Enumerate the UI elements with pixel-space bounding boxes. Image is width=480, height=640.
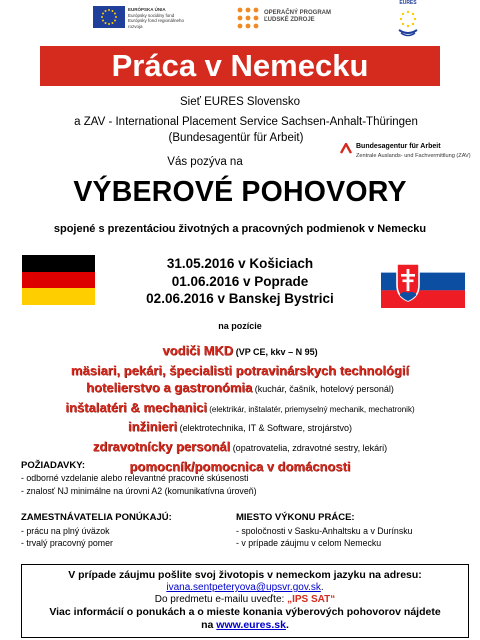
position-title: zdravotnícky personál [92,438,231,454]
bundesagentur-subtitle: Zentrale Auslands- und Fachvermittlung (ZAV) [356,153,471,159]
position-item [0,362,480,380]
position-detail: (elektrotechnika, IT & Software, strojárstvo) [177,423,353,434]
position-detail: (elektrikár, inštalatér, priemyselný mechanik, mechatronik) [206,404,415,414]
position-item [0,399,480,419]
position-detail: (opatrovatelia, zdravotné sestry, lekári) [230,442,388,453]
requirement-item: - odborné vzdelanie alebo relevantné pracovné skúsenosti [21,473,249,483]
offer-item: - prácu na plný úväzok [21,525,110,536]
date-poprad: 01.06.2016 v Poprade [171,273,309,289]
offer-item: - trvalý pracovný pomer [21,538,113,549]
german-flag-icon [22,255,95,305]
employers-offer-title: ZAMESTNÁVATELIA PONÚKAJÚ: [21,512,172,523]
interview-dates [110,255,370,308]
contact-box [21,564,469,638]
workplace-title: MIESTO VÝKONU PRÁCE: [236,512,355,523]
bundesagentur-logo [340,141,475,173]
requirements-title: POŽIADAVKY: [21,460,86,471]
employers-offer-section [21,512,231,550]
eures-logo-text: EURES [399,0,417,6]
email-subject-code: „IPS SAT“ [287,594,336,605]
contact-more-info: Viac informácií o ponukách a o mieste konania výberových pohovorov nájdete [49,606,441,618]
positions-list [0,342,480,475]
date-kosice: 31.05.2016 v Košiciach [166,256,314,271]
position-item [0,418,480,438]
contact-email-line: ivana.sentpeteryova@upsvr.gov.sk. [166,582,324,593]
main-headline: VÝBEROVÉ POHOVORY [73,176,407,208]
contact-email-link[interactable]: ivana.sentpeteryova@upsvr.gov.sk [166,582,321,593]
bundesagentur-name: Bundesagentur für Arbeit [356,143,441,150]
position-title: mäsiari, pekári, špecialisti potravinárskych technológií [70,362,410,378]
position-title: vodiči MKD [162,343,234,358]
workplace-item: - v prípade záujmu v celom Nemecku [236,538,382,549]
position-detail: (VP CE, kkv – N 95) [233,347,318,357]
contact-subject-line: Do predmetu e-mailu uveďte: „IPS SAT“ [154,594,336,605]
contact-instruction: V prípade záujmu pošlite svoj životopis v nemeckom jazyku na adresu: [68,569,422,581]
intro-line-eures: Sieť EURES Slovensko [179,96,300,108]
position-item [0,342,480,362]
eures-logo-icon [393,2,423,38]
date-banska-bystrica: 02.06.2016 v Banskej Bystrici [146,291,334,306]
intro-line-agency: (Bundesagentür für Arbeit) [168,132,304,144]
position-item [0,379,480,399]
requirements-list [21,472,257,497]
position-title: inštalatéri & mechanici [65,399,207,415]
workplace-section [236,512,466,550]
positions-label: na pozície [218,321,262,331]
position-detail: (kuchár, čašník, hotelový personál) [252,384,394,395]
op-ludske-zdroje-logo-icon [236,6,260,30]
eu-logo-text: EURÓPSKA ÚNIA Európsky sociálny fond Európsky fond regionálneho rozvoja [128,7,185,29]
workplace-item: - spoločnosti v Sasku-Anhaltsku a v Durínsku [236,525,413,536]
position-item [0,438,480,458]
headline-subtitle: spojené s prezentáciou životných a pracovných podmienok v Nemecku [53,223,427,235]
position-title: inžinieri [127,419,178,435]
intro-line-zav: a ZAV - International Placement Service Sachsen-Anhalt-Thüringen [74,116,418,128]
op-logo-text: OPERAČNÝ PROGRAM ĽUDSKÉ ZDROJE [264,10,332,23]
eures-website-link[interactable]: www.eures.sk [216,619,286,631]
bundesagentur-mark-icon [340,143,352,154]
contact-website-line: na www.eures.sk. [201,619,289,631]
position-title: pomocník/pomocnica v domácnosti [129,458,351,474]
page-title: Práca v Nemecku [111,48,369,83]
intro-line-invite: Vás pozýva na [167,156,243,168]
requirement-item: - znalosť NJ minimálne na úrovni A2 (komunikatívna úroveň) [21,485,257,496]
logo-strip [0,0,480,44]
slovak-flag-icon [381,255,465,308]
eu-flag-logo [93,6,125,28]
position-title: hotelierstvo a gastronómia [86,380,253,396]
